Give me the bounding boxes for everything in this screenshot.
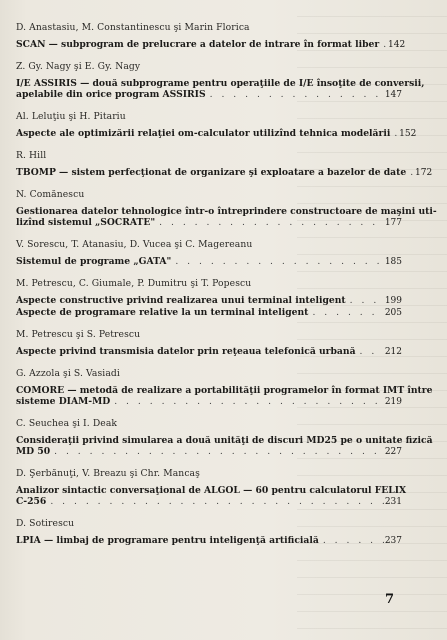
leader-dots xyxy=(50,446,384,457)
entry-title: TBOMP — sistem perfecţionat de organizare şi exploatare a bazelor de date xyxy=(16,167,407,178)
leader-dots xyxy=(379,39,387,50)
toc-entry xyxy=(16,239,402,268)
entry-page: 142 xyxy=(388,40,406,50)
entry-title-row[interactable] xyxy=(16,396,402,408)
leader-dots xyxy=(390,128,398,139)
toc-entry xyxy=(16,111,417,140)
entry-authors: M. Petrescu, C. Giumale, P. Dumitru şi T. Popescu xyxy=(16,278,252,289)
entry-page: 152 xyxy=(399,129,417,139)
toc-entry xyxy=(16,518,402,547)
toc-entry xyxy=(16,150,433,179)
entry-title: I/E ASSIRIS — două subprograme pentru operaţiile de I/E însoţite de conversii, xyxy=(16,78,425,89)
entry-page: 199 xyxy=(384,296,402,306)
entry-page: 231 xyxy=(384,497,402,507)
entry-title: Aspecte privind transmisia datelor prin reţeaua telefonică urbană xyxy=(16,346,356,357)
toc-entry xyxy=(16,418,433,458)
table-of-contents xyxy=(16,22,437,547)
leader-dots xyxy=(46,496,384,507)
entry-page: 147 xyxy=(384,90,402,100)
entry-title-row[interactable] xyxy=(16,535,402,547)
entry-authors: R. Hill xyxy=(16,150,47,161)
entry-title-row[interactable] xyxy=(16,89,402,101)
entry-title: Aspecte de programare relative la un terminal inteligent xyxy=(16,307,309,318)
entry-title: COMORE — metodă de realizare a portabilităţii programelor în format IMT între xyxy=(16,385,433,396)
leader-dots xyxy=(110,396,384,407)
entry-title-row[interactable] xyxy=(16,128,417,140)
toc-entry xyxy=(16,61,425,101)
entry-title-row[interactable] xyxy=(16,446,402,458)
entry-title-cont: C-256 xyxy=(16,496,47,507)
entry-title-row[interactable] xyxy=(16,295,402,307)
entry-title-cont: apelabile din orice program ASSIRIS xyxy=(16,89,206,100)
leader-dots xyxy=(155,217,384,228)
leader-dots xyxy=(356,346,384,357)
entry-authors: V. Sorescu, T. Atanasiu, D. Vucea şi C. Magereanu xyxy=(16,239,253,250)
entry-title-cont: sisteme DIAM-MD xyxy=(16,396,111,407)
toc-entry xyxy=(16,278,402,319)
leader-dots xyxy=(308,307,384,318)
entry-page: 172 xyxy=(415,168,433,178)
entry-page: 177 xyxy=(384,218,402,228)
leader-dots xyxy=(406,167,414,178)
toc-entry xyxy=(16,329,402,358)
entry-title-row[interactable] xyxy=(16,496,402,508)
entry-page: 237 xyxy=(384,536,402,546)
leader-dots xyxy=(206,89,384,100)
entry-title-row[interactable] xyxy=(16,167,433,179)
toc-entry xyxy=(16,189,437,229)
entry-authors: C. Seuchea şi I. Deak xyxy=(16,418,118,429)
entry-title-row[interactable] xyxy=(16,346,402,358)
entry-authors: D. Sotirescu xyxy=(16,518,75,529)
toc-entry xyxy=(16,468,407,508)
entry-title-row[interactable] xyxy=(16,217,402,229)
entry-page: 219 xyxy=(384,397,402,407)
entry-page: 205 xyxy=(384,308,402,318)
entry-title-row[interactable] xyxy=(16,307,402,319)
leader-dots xyxy=(171,256,384,267)
entry-page: 227 xyxy=(384,447,402,457)
entry-title: LPIA — limbaj de programare pentru inteligenţă artificială xyxy=(16,535,319,546)
entry-page: 185 xyxy=(384,257,402,267)
entry-page: 212 xyxy=(384,347,402,357)
entry-authors: G. Azzola şi S. Vasiadi xyxy=(16,368,120,379)
leader-dots xyxy=(346,295,384,306)
leader-dots xyxy=(319,535,384,546)
toc-entry xyxy=(16,368,433,408)
entry-title-row[interactable] xyxy=(16,39,406,51)
entry-authors: D. Şerbănuţi, V. Breazu şi Chr. Mancaş xyxy=(16,468,200,479)
entry-title: Consideraţii privind simularea a două unităţi de discuri MD25 pe o unitate fizică xyxy=(16,435,433,446)
entry-title-cont: MD 50 xyxy=(16,446,51,457)
entry-title: Gestionarea datelor tehnologice într-o întreprindere constructoare de maşini uti- xyxy=(16,206,437,217)
entry-title-row[interactable] xyxy=(16,256,402,268)
entry-authors: M. Petrescu şi S. Petrescu xyxy=(16,329,141,340)
entry-authors: D. Anastasiu, M. Constantinescu şi Marin Florica xyxy=(16,22,250,33)
toc-entry xyxy=(16,22,406,51)
entry-title-cont: lizînd sistemul „SOCRATE" xyxy=(16,217,156,228)
entry-authors: Z. Gy. Nagy şi E. Gy. Nagy xyxy=(16,61,141,72)
entry-title: SCAN — subprogram de prelucrare a datelor de intrare în format liber xyxy=(16,39,380,50)
entry-title: Aspecte ale optimizării relaţiei om-calculator utilizînd tehnica modelării xyxy=(16,128,391,139)
entry-title: Aspecte constructive privind realizarea unui terminal inteligent xyxy=(16,295,346,306)
entry-authors: Al. Leluţiu şi H. Pitariu xyxy=(16,111,126,122)
entry-authors: N. Comănescu xyxy=(16,189,85,200)
entry-title: Sistemul de programe „GATA" xyxy=(16,256,172,267)
page-number: 7 xyxy=(385,592,395,607)
entry-title: Analizor sintactic conversaţional de ALGOL — 60 pentru calculatorul FELIX xyxy=(16,485,407,496)
